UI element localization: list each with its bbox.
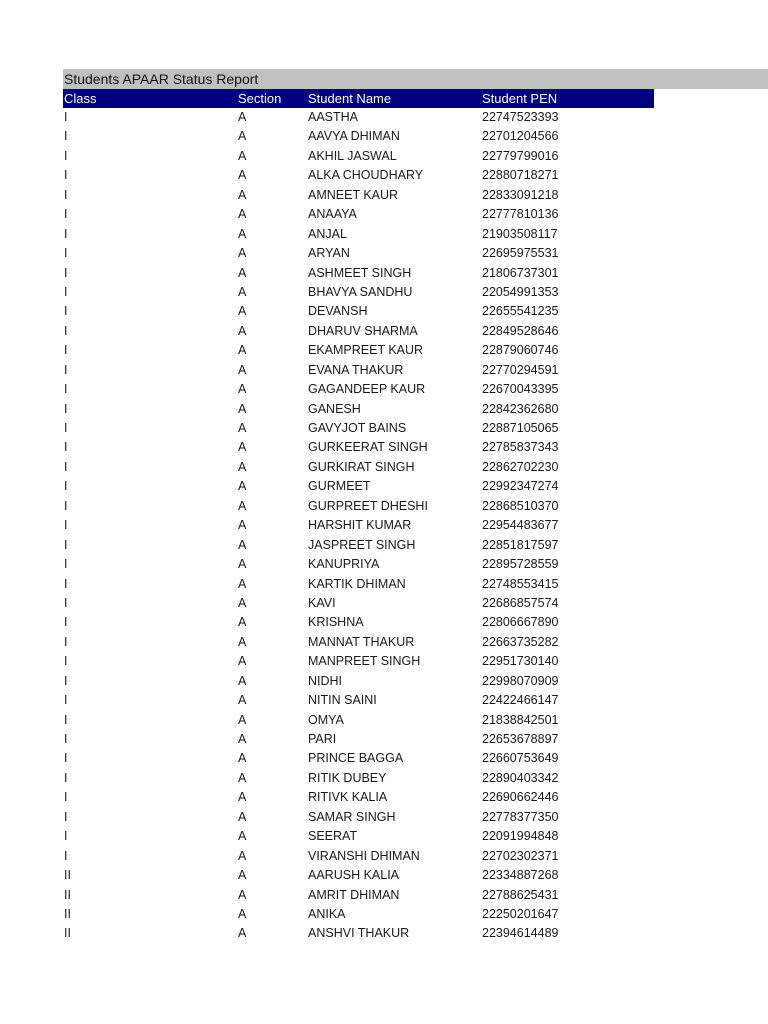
cell-section: A: [238, 868, 247, 883]
column-header-class: Class: [64, 91, 97, 106]
cell-section: A: [238, 654, 247, 669]
cell-section: A: [238, 226, 247, 241]
cell-student-name: AASTHA: [308, 110, 359, 124]
cell-student-name: GANESH: [308, 401, 361, 416]
cell-student-pen: 22879060746: [482, 343, 559, 358]
cell-student-pen: 22655541235: [482, 304, 559, 319]
cell-class: I: [64, 576, 68, 591]
cell-student-name: BHAVYA SANDHU: [308, 284, 413, 299]
cell-section: A: [238, 634, 247, 649]
cell-student-pen: 21806737301: [482, 265, 559, 280]
table-row: [63, 322, 768, 341]
cell-class: I: [64, 732, 68, 746]
table-row: [63, 516, 768, 535]
cell-section: A: [238, 712, 247, 727]
cell-student-name: DEVANSH: [308, 304, 368, 319]
cell-class: I: [64, 382, 68, 397]
cell-section: A: [238, 693, 247, 708]
cell-student-pen: 22777810136: [482, 207, 559, 222]
cell-class: I: [64, 829, 68, 844]
table-row: [63, 691, 768, 710]
cell-student-name: SAMAR SINGH: [308, 809, 396, 824]
table-row: [63, 536, 768, 555]
table-row: [63, 886, 768, 905]
cell-student-pen: 22747523393: [482, 110, 559, 124]
cell-student-name: ALKA CHOUDHARY: [308, 168, 424, 183]
table-row: [63, 788, 768, 807]
cell-student-name: GAVYJOT BAINS: [308, 421, 407, 435]
cell-class: I: [64, 284, 68, 299]
cell-student-pen: 22862702230: [482, 459, 559, 474]
cell-class: I: [64, 518, 68, 533]
table-row: [63, 847, 768, 866]
cell-section: A: [238, 246, 247, 261]
cell-class: I: [64, 498, 68, 513]
cell-class: I: [64, 654, 68, 669]
cell-class: I: [64, 459, 68, 474]
cell-student-pen: 22890403342: [482, 770, 559, 785]
cell-student-pen: 22887105065: [482, 421, 559, 435]
report-title: Students APAAR Status Report: [63, 69, 768, 89]
table-row: [63, 147, 768, 166]
table-row: [63, 380, 768, 399]
cell-class: I: [64, 751, 68, 766]
cell-section: A: [238, 421, 247, 435]
cell-student-name: DHARUV SHARMA: [308, 323, 418, 338]
cell-class: I: [64, 304, 68, 319]
cell-section: A: [238, 518, 247, 533]
cell-student-pen: 22670043395: [482, 382, 559, 397]
cell-student-pen: 22895728559: [482, 557, 559, 572]
cell-section: A: [238, 207, 247, 222]
cell-section: A: [238, 168, 247, 183]
cell-section: A: [238, 790, 247, 805]
cell-section: A: [238, 284, 247, 299]
cell-student-name: AMNEET KAUR: [308, 187, 399, 202]
cell-student-name: OMYA: [308, 712, 344, 727]
cell-section: A: [238, 479, 247, 494]
cell-class: I: [64, 421, 68, 435]
cell-student-name: ANJAL: [308, 226, 347, 241]
cell-class: II: [64, 906, 71, 921]
cell-section: A: [238, 148, 247, 163]
cell-student-pen: 22779799016: [482, 148, 559, 163]
cell-student-pen: 22748553415: [482, 576, 559, 591]
cell-student-pen: 22770294591: [482, 362, 559, 377]
cell-section: A: [238, 343, 247, 358]
table-row: [63, 361, 768, 380]
cell-student-pen: 22695975531: [482, 246, 559, 261]
cell-class: I: [64, 110, 68, 124]
cell-student-name: AAVYA DHIMAN: [308, 129, 400, 144]
cell-student-name: KARTIK DHIMAN: [308, 576, 406, 591]
cell-student-pen: 22868510370: [482, 498, 559, 513]
cell-student-name: ANIKA: [308, 906, 346, 921]
cell-student-name: KAVI: [308, 595, 336, 610]
column-header-student-name: Student Name: [308, 91, 392, 106]
cell-student-name: MANNAT THAKUR: [308, 634, 415, 649]
cell-student-pen: 22806667890: [482, 615, 559, 630]
cell-student-pen: 22880718271: [482, 168, 559, 183]
cell-class: I: [64, 168, 68, 183]
cell-student-pen: 22998070909: [482, 673, 559, 688]
table-row: [63, 283, 768, 302]
cell-student-pen: 22054991353: [482, 284, 559, 299]
table-row: [63, 166, 768, 185]
table-row: [63, 458, 768, 477]
cell-section: A: [238, 751, 247, 766]
cell-student-pen: 22954483677: [482, 518, 559, 533]
cell-student-pen: 22851817597: [482, 537, 559, 552]
cell-class: I: [64, 226, 68, 241]
cell-class: I: [64, 557, 68, 572]
table-row: [63, 672, 768, 691]
cell-student-pen: 22422466147: [482, 693, 559, 708]
table-body: [63, 108, 768, 944]
cell-student-name: PARI: [308, 732, 337, 746]
cell-student-pen: 22951730140: [482, 654, 559, 669]
cell-student-pen: 22778377350: [482, 809, 559, 824]
cell-class: I: [64, 362, 68, 377]
cell-section: A: [238, 615, 247, 630]
table-row: [63, 613, 768, 632]
cell-student-pen: 22660753649: [482, 751, 559, 766]
cell-class: I: [64, 129, 68, 144]
cell-student-name: AARUSH KALIA: [308, 868, 400, 883]
cell-class: I: [64, 809, 68, 824]
cell-section: A: [238, 732, 247, 746]
cell-class: I: [64, 343, 68, 358]
cell-section: A: [238, 362, 247, 377]
cell-student-name: ANSHVI THAKUR: [308, 926, 410, 941]
cell-student-name: GURKIRAT SINGH: [308, 459, 415, 474]
cell-section: A: [238, 537, 247, 552]
table-row: [63, 924, 768, 943]
table-row: [63, 575, 768, 594]
table-row: [63, 555, 768, 574]
cell-section: A: [238, 304, 247, 319]
cell-class: I: [64, 673, 68, 688]
cell-section: A: [238, 829, 247, 844]
cell-student-pen: 21903508117: [482, 226, 558, 241]
cell-student-pen: 22686857574: [482, 595, 559, 610]
table-row: [63, 225, 768, 244]
cell-class: I: [64, 207, 68, 222]
table-row: [63, 905, 768, 924]
cell-class: I: [64, 595, 68, 610]
cell-class: I: [64, 265, 68, 280]
cell-student-name: VIRANSHI DHIMAN: [308, 848, 420, 863]
cell-class: I: [64, 712, 68, 727]
table-row: [63, 769, 768, 788]
cell-class: I: [64, 790, 68, 805]
cell-class: I: [64, 634, 68, 649]
table-row: [63, 127, 768, 146]
cell-student-name: KRISHNA: [308, 615, 364, 630]
cell-student-pen: 22663735282: [482, 634, 559, 649]
cell-section: A: [238, 265, 247, 280]
cell-student-name: PRINCE BAGGA: [308, 751, 404, 766]
cell-class: II: [64, 868, 71, 883]
cell-class: II: [64, 926, 71, 941]
table-row: [63, 711, 768, 730]
cell-student-name: HARSHIT KUMAR: [308, 518, 412, 533]
cell-section: A: [238, 382, 247, 397]
cell-class: I: [64, 246, 68, 261]
cell-student-name: EKAMPREET KAUR: [308, 343, 424, 358]
cell-section: A: [238, 906, 247, 921]
cell-student-name: AMRIT DHIMAN: [308, 887, 400, 902]
column-header-student-pen: Student PEN: [482, 91, 558, 106]
cell-section: A: [238, 926, 247, 941]
cell-section: A: [238, 323, 247, 338]
cell-class: I: [64, 848, 68, 863]
cell-student-pen: 22849528646: [482, 323, 559, 338]
cell-student-name: NIDHI: [308, 673, 343, 688]
cell-section: A: [238, 770, 247, 785]
cell-student-pen: 21838842501: [482, 712, 559, 727]
cell-student-pen: 22842362680: [482, 401, 559, 416]
cell-student-pen: 22702302371: [482, 848, 559, 863]
cell-section: A: [238, 129, 247, 144]
cell-section: A: [238, 576, 247, 591]
cell-student-pen: 22394614489: [482, 926, 559, 941]
table-row: [63, 808, 768, 827]
cell-class: I: [64, 770, 68, 785]
table-header: [63, 89, 654, 108]
column-header-section: Section: [238, 91, 282, 106]
cell-section: A: [238, 809, 247, 824]
cell-student-pen: 22992347274: [482, 479, 559, 494]
table-row: [63, 419, 768, 438]
cell-section: A: [238, 673, 247, 688]
cell-class: II: [64, 887, 71, 902]
cell-section: A: [238, 557, 247, 572]
table-row: [63, 497, 768, 516]
cell-section: A: [238, 595, 247, 610]
table-row: [63, 652, 768, 671]
cell-student-name: EVANA THAKUR: [308, 362, 404, 377]
cell-student-name: KANUPRIYA: [308, 557, 380, 572]
cell-section: A: [238, 401, 247, 416]
cell-class: I: [64, 401, 68, 416]
table-row: [63, 866, 768, 885]
cell-section: A: [238, 459, 247, 474]
table-row: [63, 749, 768, 768]
table-row: [63, 244, 768, 263]
cell-student-name: GAGANDEEP KAUR: [308, 382, 426, 397]
cell-section: A: [238, 110, 247, 124]
cell-student-pen: 22701204566: [482, 129, 559, 144]
cell-section: A: [238, 187, 247, 202]
report: [63, 69, 768, 944]
cell-section: A: [238, 498, 247, 513]
table-row: [63, 302, 768, 321]
table-row: [63, 730, 768, 749]
table-row: [63, 264, 768, 283]
table-row: [63, 827, 768, 846]
cell-student-name: GURKEERAT SINGH: [308, 440, 428, 455]
table-row: [63, 594, 768, 613]
cell-student-name: JASPREET SINGH: [308, 537, 416, 552]
cell-student-pen: 22653678897: [482, 732, 559, 746]
cell-class: I: [64, 537, 68, 552]
table-row: [63, 186, 768, 205]
cell-class: I: [64, 440, 68, 455]
table-row: [63, 108, 768, 127]
cell-section: A: [238, 887, 247, 902]
cell-student-name: NITIN SAINI: [308, 693, 377, 708]
cell-student-pen: 22334887268: [482, 868, 559, 883]
cell-class: I: [64, 148, 68, 163]
cell-student-pen: 22833091218: [482, 187, 559, 202]
cell-student-name: GURPREET DHESHI: [308, 498, 428, 513]
table-row: [63, 633, 768, 652]
cell-student-pen: 22091994848: [482, 829, 559, 844]
cell-student-name: ASHMEET SINGH: [308, 265, 412, 280]
table-row: [63, 477, 768, 496]
cell-class: I: [64, 187, 68, 202]
cell-student-pen: 22690662446: [482, 790, 559, 805]
cell-section: A: [238, 440, 247, 455]
cell-student-name: SEERAT: [308, 829, 358, 844]
cell-student-pen: 22788625431: [482, 887, 559, 902]
cell-student-name: ANAAYA: [308, 207, 357, 222]
cell-class: I: [64, 615, 68, 630]
cell-student-name: AKHIL JASWAL: [308, 148, 397, 163]
cell-student-name: RITIVK KALIA: [308, 790, 388, 805]
cell-student-name: MANPREET SINGH: [308, 654, 421, 669]
cell-student-pen: 22250201647: [482, 906, 559, 921]
table-row: [63, 205, 768, 224]
cell-class: I: [64, 323, 68, 338]
cell-class: I: [64, 479, 68, 494]
cell-section: A: [238, 848, 247, 863]
table-row: [63, 438, 768, 457]
table-row: [63, 341, 768, 360]
table-row: [63, 400, 768, 419]
cell-student-name: GURMEET: [308, 479, 371, 494]
cell-student-pen: 22785837343: [482, 440, 559, 455]
cell-class: I: [64, 693, 68, 708]
cell-student-name: RITIK DUBEY: [308, 770, 387, 785]
cell-student-name: ARYAN: [308, 246, 350, 261]
